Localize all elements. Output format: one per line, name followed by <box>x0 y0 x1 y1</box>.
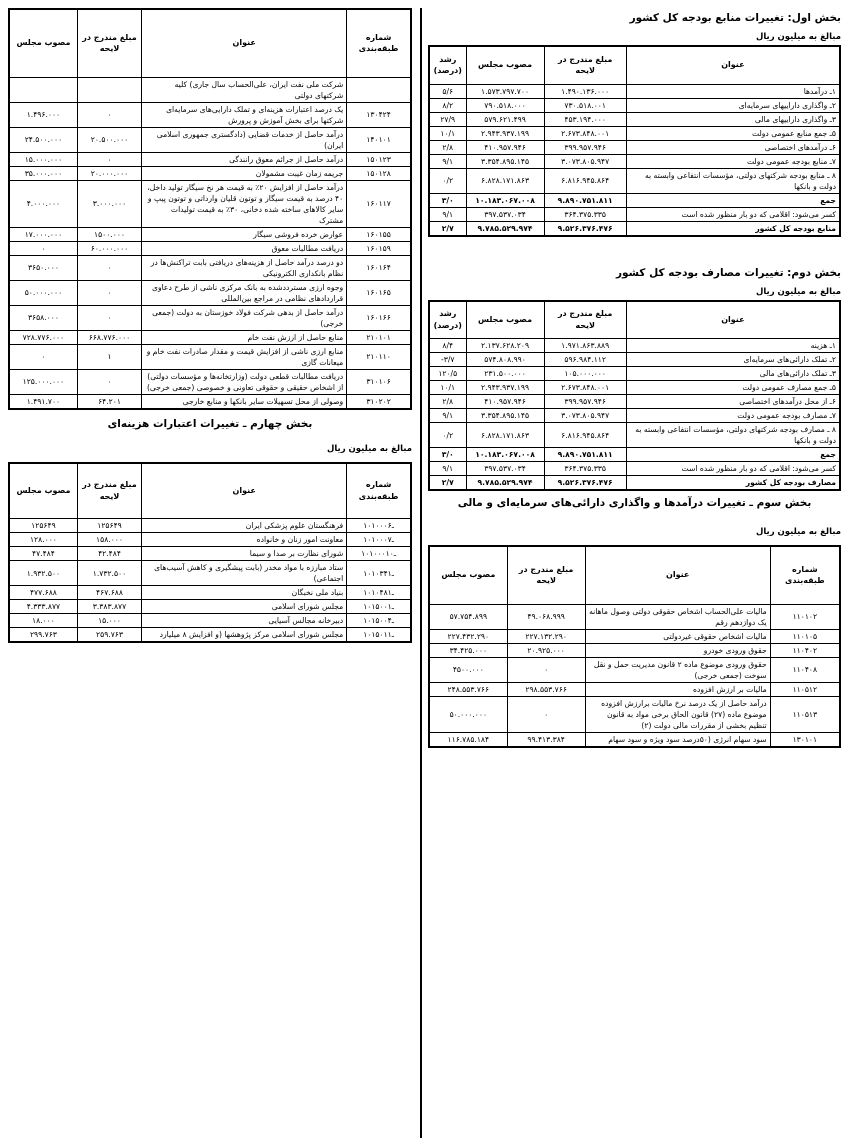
cell-code: ۱۰۱۰۰۰ـ۶ <box>347 519 411 533</box>
section2-title: بخش دوم: تغییرات مصارف بودجه کل کشور <box>616 266 841 279</box>
cell-proposed: ۳۶۴.۳۷۵.۳۳۵ <box>544 462 626 476</box>
cell-title: شورای نظارت بر صدا و سیما <box>142 547 347 561</box>
header-growth: رشد (درصد) <box>429 301 466 339</box>
cell-code: ۱۱۰۴۰۲ <box>770 643 840 657</box>
cell-proposed: ۲.۶۷۳.۸۴۸.۰۰۱ <box>544 126 626 140</box>
cell-approved <box>9 77 77 102</box>
cell-approved: ۵۷۹.۶۲۱.۴۹۹ <box>466 112 544 126</box>
cell-approved: ۳۹۷.۵۳۷.۰۳۴ <box>466 462 544 476</box>
cell-title: ۲ـ واگذاری داراییهای سرمایه‌ای <box>626 98 840 112</box>
cell-approved: ۹.۷۸۵.۵۲۹.۹۷۴ <box>466 476 544 491</box>
cell-growth: ۲/۸ <box>429 140 466 154</box>
cell-code: ۱۶۰۱۶۵ <box>347 280 411 305</box>
table-row <box>429 395 840 409</box>
left-column <box>8 8 412 643</box>
cell-approved: ۳۹۷.۵۳۷.۰۳۴ <box>466 207 544 221</box>
cell-code: ۱۰۱۰۴۸ـ۱ <box>347 586 411 600</box>
table-row <box>9 166 411 180</box>
cell-title: ۶ـ از محل درآمدهای اختصاصی <box>626 395 840 409</box>
cell-proposed: ۷۳۰.۵۱۸.۰۰۱ <box>544 98 626 112</box>
cell-proposed: ۰ <box>77 152 141 166</box>
cell-code: ۱۶۰۱۵۵ <box>347 227 411 241</box>
header-proposed: مبلغ مندرج در لایحه <box>544 46 626 84</box>
cell-proposed: ۳۹۹.۹۵۷.۹۴۶ <box>544 140 626 154</box>
table-row <box>9 77 411 102</box>
table-row <box>9 533 411 547</box>
cell-proposed: ۲۲۷.۱۳۲.۲۹۰ <box>507 629 585 643</box>
cell-proposed: ۱۲۵۶۴۹ <box>77 519 141 533</box>
cell-approved: ۲۳۱.۵۰۰.۰۰۰ <box>466 367 544 381</box>
cell-proposed: ۶۶۸.۷۷۶.۰۰۰ <box>77 330 141 344</box>
cell-approved: ۱.۴۹۱.۷۰۰ <box>9 394 77 409</box>
table-row <box>429 126 840 140</box>
table-row <box>429 629 840 643</box>
cell-approved: ۴۷۷.۶۸۸ <box>9 586 77 600</box>
section1-body <box>429 84 840 236</box>
cell-title: ۵ـ جمع منابع عمومی دولت <box>626 126 840 140</box>
cell-code: ۱۳۰۴۲۴ <box>347 102 411 127</box>
cell-proposed: ۱۰۵.۰۰۰.۰۰۰ <box>544 367 626 381</box>
table-row <box>9 561 411 586</box>
header-approved: مصوب مجلس <box>9 9 77 77</box>
table-row <box>429 657 840 682</box>
cell-proposed: ۰ <box>77 369 141 394</box>
cell-approved: ۵۰.۰۰۰.۰۰۰ <box>9 280 77 305</box>
cell-proposed: ۲۰.۵۰۰.۰۰۰ <box>77 127 141 152</box>
cell-proposed: ۴۹.۰۶۸.۹۹۹ <box>507 604 585 629</box>
header-title: عنوان <box>142 463 347 519</box>
cell-proposed: ۹.۵۲۶.۳۷۶.۴۷۶ <box>544 476 626 491</box>
cell-title: جریمه زمان غیبت مشمولان <box>142 166 347 180</box>
cell-code: ۱۰۱۵۰۰ـ۱ <box>347 600 411 614</box>
cell-growth: ۹/۱ <box>429 409 466 423</box>
table-row <box>9 152 411 166</box>
cell-proposed: ۰ <box>77 305 141 330</box>
cell-code: ۱۵۰۱۲۳ <box>347 152 411 166</box>
header-title: عنوان <box>585 546 770 604</box>
cell-approved: ۵۷۴.۸۰۸.۹۹۰ <box>466 353 544 367</box>
cell-approved: ۷۹۰.۵۱۸.۰۰۰ <box>466 98 544 112</box>
cell-growth: ۰/۲ <box>429 168 466 193</box>
cell-code: ۳۱۰۲۰۲ <box>347 394 411 409</box>
header-approved: مصوب مجلس <box>466 301 544 339</box>
cell-title: دریافت مطالبات معوق <box>142 241 347 255</box>
cell-title: منابع حاصل از ارزش نفت خام <box>142 330 347 344</box>
cell-code: ۱۰۱۰۰۰ـ۱۰ <box>347 547 411 561</box>
cell-title: ۸ ـ مصارف بودجه شرکتهای دولتی، مؤسسات انتفاعی وابسته به دولت و بانکها <box>626 423 840 448</box>
cell-proposed: ۳.۰۰۰.۰۰۰ <box>77 180 141 227</box>
section1-unit: مبالغ به میلیون ریال <box>755 32 841 42</box>
cell-approved: ۲.۹۴۳.۹۳۷.۱۹۹ <box>466 381 544 395</box>
cell-approved: ۲۴۸.۵۵۳.۷۶۶ <box>429 682 507 696</box>
cell-title: منابع ارزی ناشی از افزایش قیمت و مقدار صادرات نفت خام و میعانات گازی <box>142 344 347 369</box>
cell-title: حقوق ورودی موضوع ماده ۲ قانون مدیریت حمل و نقل سوخت (جمعی خرجی) <box>585 657 770 682</box>
column-divider <box>420 8 422 1138</box>
cell-proposed: ۲۰.۹۲۵.۰۰۰ <box>507 643 585 657</box>
table-row <box>9 255 411 280</box>
cell-title: یک درصد اعتبارات هزینه‌ای و تملک دارایی‌های سرمایه‌ای شرکتها برای بخش آموزش و پرورش <box>142 102 347 127</box>
cell-proposed: ۱۵۰۰.۰۰۰ <box>77 227 141 241</box>
cell-approved: ۴۵۰۰.۰۰۰ <box>429 657 507 682</box>
cell-title: مجلس شورای اسلامی <box>142 600 347 614</box>
cell-code: ۱۰۱۵۰۱ـ۱ <box>347 628 411 643</box>
cell-proposed: ۴۵۳.۱۹۴.۰۰۰ <box>544 112 626 126</box>
cell-approved: ۲.۱۳۷.۶۲۸.۲۰۹ <box>466 339 544 353</box>
table-row <box>9 241 411 255</box>
cell-title: شرکت ملی نفت ایران، علی‌الحساب سال جاری) کلیه شرکتهای دولتی <box>142 77 347 102</box>
cell-title: عوارض خرده فروشی سیگار <box>142 227 347 241</box>
cell-growth: ۲/۸ <box>429 395 466 409</box>
cell-approved: ۶.۸۲۸.۱۷۱.۸۶۳ <box>466 168 544 193</box>
cell-approved: ۱۲۵۶۴۹ <box>9 519 77 533</box>
cell-growth: ۳/۰ <box>429 193 466 207</box>
section4-table <box>8 462 412 644</box>
table-row <box>429 367 840 381</box>
cell-growth: ۲۷/۹ <box>429 112 466 126</box>
cell-title: مالیات اشخاص حقوقی غیردولتی <box>585 629 770 643</box>
cell-proposed: ۰ <box>77 255 141 280</box>
cell-proposed: ۳.۰۷۳.۸۰۵.۹۴۷ <box>544 154 626 168</box>
cell-approved: ۰ <box>9 241 77 255</box>
cell-approved: ۲.۹۴۳.۹۳۷.۱۹۹ <box>466 126 544 140</box>
table-header-row <box>9 463 411 519</box>
cell-proposed: ۰ <box>77 102 141 127</box>
cell-code: ۱۱۰۵۱۲ <box>770 682 840 696</box>
cell-growth: ۹/۱ <box>429 207 466 221</box>
table-row <box>429 98 840 112</box>
cell-proposed: ۰ <box>77 280 141 305</box>
cell-proposed: ۱ <box>77 344 141 369</box>
cell-growth: ۲/۷ <box>429 476 466 491</box>
cell-title: حقوق ورودی خودرو <box>585 643 770 657</box>
cell-title: دو درصد درآمد حاصل از هزینه‌های دریافتی بابت تراکنش‌ها در نظام بانکداری الکترونیکی <box>142 255 347 280</box>
cell-title: وجوه ارزی مسترددشده به بانک مرکزی ناشی از طرح دعاوی قراردادهای نظامی در مراجع بین‌المللی <box>142 280 347 305</box>
cell-code: ۳۱۰۱۰۶ <box>347 369 411 394</box>
cell-title: مجلس شورای اسلامی مرکز پژوهشها (و افزایش ۸ میلیارد <box>142 628 347 643</box>
header-proposed: مبلغ مندرج در لایحه <box>507 546 585 604</box>
table-row <box>429 84 840 98</box>
cell-title: ۵ـ جمع مصارف عمومی دولت <box>626 381 840 395</box>
cell-approved: ۲۴.۵۰۰.۰۰۰ <box>9 127 77 152</box>
header-code: شماره طبقه‌بندی <box>347 9 411 77</box>
cell-proposed: ۶۰.۰۰۰.۰۰۰ <box>77 241 141 255</box>
cell-proposed <box>77 77 141 102</box>
table-row <box>9 330 411 344</box>
header-approved: مصوب مجلس <box>466 46 544 84</box>
cell-code: ۱۳۰۱۰۱ <box>770 732 840 747</box>
cell-growth: ۳/۰ <box>429 448 466 462</box>
cell-approved: ۳۵.۰۰۰.۰۰۰ <box>9 166 77 180</box>
cell-proposed: ۱.۴۹۰.۱۳۶.۰۰۰ <box>544 84 626 98</box>
section4-title: بخش چهارم ـ تغییرات اعتبارات هزینه‌ای <box>107 417 313 430</box>
cell-proposed: ۱.۷۳۲.۵۰۰ <box>77 561 141 586</box>
cell-code: ۱۱۰۱۰۲ <box>770 604 840 629</box>
cell-approved: ۷۲۸.۷۷۶.۰۰۰ <box>9 330 77 344</box>
cell-proposed: ۴۶۷.۶۸۸ <box>77 586 141 600</box>
table-row <box>9 628 411 643</box>
cell-code: ۱۱۰۵۱۳ <box>770 696 840 732</box>
cell-approved: ۳.۳۵۴.۸۹۵.۱۴۵ <box>466 154 544 168</box>
cell-proposed: ۹۹.۴۱۳.۳۸۴ <box>507 732 585 747</box>
cell-proposed: ۱.۹۷۱.۸۶۳.۸۸۹ <box>544 339 626 353</box>
cell-proposed: ۱۵.۰۰۰ <box>77 614 141 628</box>
cell-approved: ۰ <box>9 344 77 369</box>
cell-proposed: ۶.۸۱۶.۹۴۵.۸۶۴ <box>544 168 626 193</box>
cell-title: سود سهام انرژی (۵۰درصد سود ویژه و سود سهام <box>585 732 770 747</box>
cell-title: ۳ـ تملک دارائی‌های مالی <box>626 367 840 381</box>
revenue-items-body <box>9 77 411 409</box>
cell-approved: ۳۴.۴۲۵.۰۰۰ <box>429 643 507 657</box>
cell-approved: ۴.۰۰۰.۰۰۰ <box>9 180 77 227</box>
header-approved: مصوب مجلس <box>9 463 77 519</box>
cell-growth: -۳/۷ <box>429 353 466 367</box>
cell-proposed: ۳۶۴.۳۷۵.۳۳۵ <box>544 207 626 221</box>
cell-approved: ۲۹۹.۷۶۳ <box>9 628 77 643</box>
section2-unit: مبالغ به میلیون ریال <box>755 286 841 297</box>
cell-approved: ۱.۵۷۳.۷۹۷.۷۰۰ <box>466 84 544 98</box>
section3-unit: مبالغ به میلیون ریال <box>755 527 841 537</box>
table-header-row <box>9 9 411 77</box>
table-row <box>429 339 840 353</box>
cell-approved: ۴۱۰.۹۵۷.۹۴۶ <box>466 140 544 154</box>
table-row <box>429 462 840 476</box>
table-row <box>9 369 411 394</box>
table-row <box>429 154 840 168</box>
header-proposed: مبلغ مندرج در لایحه <box>77 463 141 519</box>
right-column <box>428 0 841 748</box>
cell-code: ۱۰۱۵۰۰ـ۴ <box>347 614 411 628</box>
cell-title: معاونت امور زنان و خانواده <box>142 533 347 547</box>
cell-proposed: ۲.۶۷۳.۸۴۸.۰۰۱ <box>544 381 626 395</box>
cell-title: درآمد حاصل از افزایش ۲۰٪ به قیمت هر نخ سیگار تولید داخل، ۴۰ درصد به قیمت سیگار و توتون قلیان وارداتی و توتون پیپ و سایر کالاهای ساخته شده دخانی، ۳۰٪ به قیمت تولیدات مشترک <box>142 180 347 227</box>
header-title: عنوان <box>626 301 840 339</box>
section2-body <box>429 339 840 491</box>
table-row <box>429 168 840 193</box>
cell-approved: ۵۰.۰۰۰.۰۰۰ <box>429 696 507 732</box>
cell-proposed: ۹.۸۹۰.۷۵۱.۸۱۱ <box>544 193 626 207</box>
cell-code: ۱۱۰۱۰۵ <box>770 629 840 643</box>
cell-title: مالیات بر ارزش افزوده <box>585 682 770 696</box>
cell-title: وصولی از محل تسهیلات سایر بانکها و منابع خارجی <box>142 394 347 409</box>
cell-growth: ۱۲۰/۵ <box>429 367 466 381</box>
table-row <box>429 696 840 732</box>
table-header-row <box>429 301 840 339</box>
cell-approved: ۱.۴۹۶.۰۰۰ <box>9 102 77 127</box>
header-title: عنوان <box>142 9 347 77</box>
cell-approved: ۱۲۵.۰۰۰.۰۰۰ <box>9 369 77 394</box>
cell-title: کسر می‌شود: اقلامی که دو بار منظور شده است <box>626 207 840 221</box>
cell-growth: ۲/۷ <box>429 221 466 236</box>
table-row <box>429 604 840 629</box>
cell-title: جمع <box>626 193 840 207</box>
table-row <box>9 344 411 369</box>
table-row <box>429 221 840 236</box>
cell-proposed: ۴۲.۴۸۴ <box>77 547 141 561</box>
cell-title: دریافت مطالبات قطعی دولت (وزارتخانه‌ها و مؤسسات دولتی) از اشخاص حقیقی و حقوقی تعاونی و خصوصی (جمعی خرجی) <box>142 369 347 394</box>
cell-approved: ۱۰.۱۸۳.۰۶۷.۰۰۸ <box>466 448 544 462</box>
table-row <box>429 476 840 491</box>
cell-proposed: ۵۹۶.۹۸۴.۱۱۲ <box>544 353 626 367</box>
cell-title: مالیات علی‌الحساب اشخاص حقوقی دولتی وصول ماهانه یک دوازدهم رقم <box>585 604 770 629</box>
cell-proposed: ۶۴.۲۰۱ <box>77 394 141 409</box>
cell-approved: ۵۷.۷۵۴.۸۹۹ <box>429 604 507 629</box>
cell-title: ستاد مبارزه با مواد مخدر (بابت پیشگیری و کاهش آسیب‌های اجتماعی) <box>142 561 347 586</box>
cell-growth: ۰/۲ <box>429 423 466 448</box>
cell-growth: ۹/۱ <box>429 462 466 476</box>
cell-code: ۱۰۱۰۰۰ـ۷ <box>347 533 411 547</box>
cell-growth: ۸/۲ <box>429 98 466 112</box>
cell-code: ۱۰۱۰۳۴ـ۱ <box>347 561 411 586</box>
cell-approved: ۱۷.۰۰۰.۰۰۰ <box>9 227 77 241</box>
section3-table <box>428 545 841 748</box>
cell-title: درآمد حاصل از بدهی شرکت فولاد خوزستان به دولت (جمعی خرجی) <box>142 305 347 330</box>
table-row <box>429 140 840 154</box>
cell-title: دبیرخانه مجالس آسیایی <box>142 614 347 628</box>
section1-title: بخش اول: تغییرات منابع بودجه کل کشور <box>629 12 841 24</box>
table-row <box>429 448 840 462</box>
cell-approved: ۳۶۵۸.۰۰۰ <box>9 305 77 330</box>
table-row <box>9 127 411 152</box>
cell-proposed: ۲۹۸.۵۵۳.۷۶۶ <box>507 682 585 696</box>
table-row <box>429 643 840 657</box>
cell-growth: ۸/۴ <box>429 339 466 353</box>
cell-title: بنیاد ملی نخبگان <box>142 586 347 600</box>
cell-approved: ۳۶۵۰.۰۰۰ <box>9 255 77 280</box>
cell-title: ۶ـ درآمدهای اختصاصی <box>626 140 840 154</box>
table-row <box>429 207 840 221</box>
table-row <box>429 409 840 423</box>
cell-growth: ۵/۶ <box>429 84 466 98</box>
header-proposed: مبلغ مندرج در لایحه <box>544 301 626 339</box>
cell-approved: ۴۷.۴۸۴ <box>9 547 77 561</box>
cell-code: ۱۱۰۴۰۸ <box>770 657 840 682</box>
table-row <box>9 547 411 561</box>
table-row <box>9 614 411 628</box>
cell-code: ۱۶۰۱۶۴ <box>347 255 411 280</box>
header-title: عنوان <box>626 46 840 84</box>
cell-title: ۷ـ منابع بودجه عمومی دولت <box>626 154 840 168</box>
cell-growth: ۱۰/۱ <box>429 381 466 395</box>
cell-approved: ۱۰.۱۸۳.۰۶۷.۰۰۸ <box>466 193 544 207</box>
cell-code: ۱۶۰۱۶۶ <box>347 305 411 330</box>
cell-code <box>347 77 411 102</box>
cell-approved: ۴۱۰.۹۵۷.۹۴۶ <box>466 395 544 409</box>
cell-proposed: ۲۵۹.۷۶۳ <box>77 628 141 643</box>
header-approved: مصوب مجلس <box>429 546 507 604</box>
cell-title: درآمد حاصل از جرائم معوق رانندگی <box>142 152 347 166</box>
table-header-row <box>429 46 840 84</box>
header-code: شماره طبقه‌بندی <box>770 546 840 604</box>
cell-title: جمع <box>626 448 840 462</box>
revenue-items-table <box>8 8 412 410</box>
cell-approved: ۱۵.۰۰۰.۰۰۰ <box>9 152 77 166</box>
cell-proposed: ۱۵۸.۰۰۰ <box>77 533 141 547</box>
table-row <box>429 682 840 696</box>
cell-proposed: ۳.۳۸۳.۸۷۷ <box>77 600 141 614</box>
cell-title: ۷ـ مصارف بودجه عمومی دولت <box>626 409 840 423</box>
section3-title: بخش سوم ـ تغییرات درآمدها و واگذاری دارائی‌های سرمایه‌ای و مالی <box>457 497 812 509</box>
cell-code: ۱۴۰۱۰۱ <box>347 127 411 152</box>
cell-approved: ۶.۸۲۸.۱۷۱.۸۶۳ <box>466 423 544 448</box>
cell-title: درآمد حاصل از یک درصد نرخ مالیات برارزش افزوده موضوع ماده (۲۷) قانون الحاق برخی مواد به قانون تنظیم بخشی از مقررات مالی دولت (۲) <box>585 696 770 732</box>
table-header-row <box>429 546 840 604</box>
cell-proposed: ۶.۸۱۶.۹۴۵.۸۶۴ <box>544 423 626 448</box>
cell-title: درآمد حاصل از خدمات قضایی (دادگستری جمهوری اسلامی ایران) <box>142 127 347 152</box>
table-row <box>9 227 411 241</box>
cell-proposed: ۳۹۹.۹۵۷.۹۴۶ <box>544 395 626 409</box>
section2-table <box>428 300 841 492</box>
table-row <box>429 423 840 448</box>
section4-unit: مبالغ به میلیون ریال <box>326 443 412 454</box>
cell-proposed: ۳.۰۷۳.۸۰۵.۹۴۷ <box>544 409 626 423</box>
cell-approved: ۱.۹۳۲.۵۰۰ <box>9 561 77 586</box>
cell-approved: ۱۱۶.۷۸۵.۱۸۴ <box>429 732 507 747</box>
cell-approved: ۹.۷۸۵.۵۲۹.۹۷۴ <box>466 221 544 236</box>
cell-title: ۸ ـ منابع بودجه شرکتهای دولتی، مؤسسات انتفاعی وابسته به دولت و بانکها <box>626 168 840 193</box>
table-row <box>9 586 411 600</box>
cell-title: ۳ـ واگذاری داراییهای مالی <box>626 112 840 126</box>
cell-proposed: ۹.۸۹۰.۷۵۱.۸۱۱ <box>544 448 626 462</box>
cell-approved: ۱۲۸.۰۰۰ <box>9 533 77 547</box>
cell-approved: ۳.۳۵۴.۸۹۵.۱۴۵ <box>466 409 544 423</box>
cell-title: کسر می‌شود: اقلامی که دو بار منظور شده است <box>626 462 840 476</box>
cell-approved: ۱۸.۰۰۰ <box>9 614 77 628</box>
table-row <box>9 180 411 227</box>
table-row <box>9 305 411 330</box>
cell-growth: ۱۰/۱ <box>429 126 466 140</box>
table-row <box>429 732 840 747</box>
header-proposed: مبلغ مندرج در لایحه <box>77 9 141 77</box>
cell-title: منابع بودجه کل کشور <box>626 221 840 236</box>
table-row <box>9 280 411 305</box>
cell-title: ۱ـ هزینه <box>626 339 840 353</box>
header-code: شماره طبقه‌بندی <box>347 463 411 519</box>
cell-code: ۲۱۰۱۱۰ <box>347 344 411 369</box>
cell-title: ۱ـ درآمدها <box>626 84 840 98</box>
section4-body <box>9 519 411 643</box>
header-growth: رشد (درصد) <box>429 46 466 84</box>
table-row <box>429 381 840 395</box>
cell-title: ۲ـ تملک دارائی‌های سرمایه‌ای <box>626 353 840 367</box>
cell-title: مصارف بودجه کل کشور <box>626 476 840 491</box>
cell-proposed: ۲۰.۰۰۰.۰۰۰ <box>77 166 141 180</box>
cell-code: ۲۱۰۱۰۱ <box>347 330 411 344</box>
cell-proposed: ۰ <box>507 696 585 732</box>
section3-body <box>429 604 840 747</box>
table-row <box>429 112 840 126</box>
cell-proposed: ۰ <box>507 657 585 682</box>
table-row <box>9 519 411 533</box>
cell-growth: ۹/۱ <box>429 154 466 168</box>
table-row <box>9 102 411 127</box>
cell-code: ۱۶۰۱۵۹ <box>347 241 411 255</box>
table-row <box>429 353 840 367</box>
cell-approved: ۲۲۷.۴۳۲.۲۹۰ <box>429 629 507 643</box>
cell-code: ۱۵۰۱۲۸ <box>347 166 411 180</box>
cell-code: ۱۶۰۱۱۷ <box>347 180 411 227</box>
cell-proposed: ۹.۵۲۶.۳۷۶.۴۷۶ <box>544 221 626 236</box>
table-row <box>429 193 840 207</box>
cell-approved: ۴.۳۳۳.۸۷۷ <box>9 600 77 614</box>
cell-title: فرهنگستان علوم پزشکی ایران <box>142 519 347 533</box>
table-row <box>9 394 411 409</box>
table-row <box>9 600 411 614</box>
section1-table <box>428 45 841 237</box>
